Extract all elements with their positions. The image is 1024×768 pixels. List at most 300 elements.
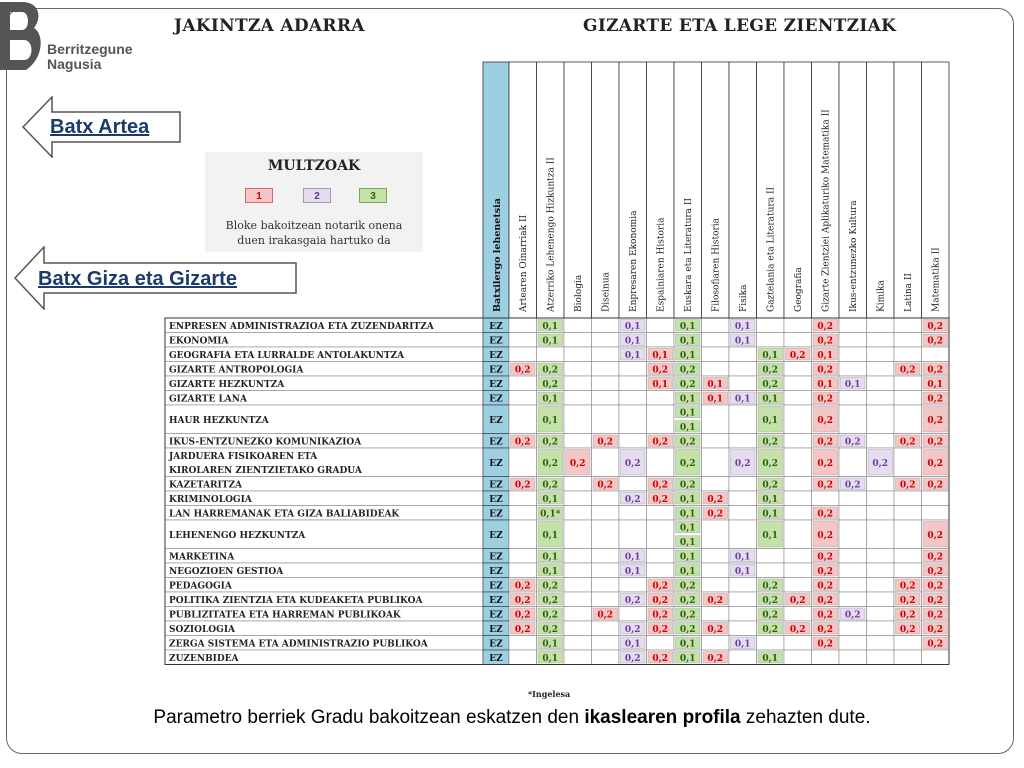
column-header-label: Diseinua	[601, 272, 612, 312]
table-row-name: JARDUERA FISIKOAREN ETA	[169, 452, 318, 462]
table-cell-value: 0,2	[927, 480, 944, 491]
table-cell	[564, 376, 592, 391]
table-cell-value: 0,2	[624, 458, 641, 469]
table-cell-value: 0,2	[597, 610, 614, 621]
table-cell	[592, 318, 620, 333]
table-cell-value: 0,2	[514, 595, 531, 606]
table-cell-value: 0,2	[762, 581, 779, 592]
table-cell-value: 0,1	[624, 552, 641, 563]
table-cell	[647, 333, 675, 348]
legend-group-3: 3	[359, 188, 387, 203]
table-cell	[894, 491, 922, 506]
column-header-label: Espainiaren Historia	[656, 217, 667, 312]
table-cell-value: 0,1	[679, 494, 696, 505]
table-cell	[867, 318, 895, 333]
column-header-label: Enpresaren Ekonomia	[628, 210, 639, 312]
table-cell-value: 0,1	[762, 653, 779, 664]
table-cell-value: 0,1	[762, 494, 779, 505]
table-cell	[784, 578, 812, 593]
table-cell	[592, 650, 620, 665]
table-cell	[592, 362, 620, 377]
table-cell-value: 0,2	[927, 552, 944, 563]
table-cell	[564, 333, 592, 348]
table-cell-value: 0,2	[514, 437, 531, 448]
table-cell-value: 0,2	[514, 365, 531, 376]
table-cell	[509, 636, 537, 651]
table-cell	[757, 563, 785, 578]
table-cell	[867, 636, 895, 651]
table-cell-value: 0,2	[762, 480, 779, 491]
table-cell	[839, 592, 867, 607]
table-cell	[564, 318, 592, 333]
table-cell	[702, 347, 730, 362]
table-cell-value: 0,2	[927, 394, 944, 405]
table-cell	[564, 434, 592, 449]
table-cell	[812, 650, 840, 665]
table-cell	[619, 477, 647, 492]
table-cell-value: 0,1	[679, 350, 696, 361]
table-cell	[564, 578, 592, 593]
table-cell-value: 0,2	[927, 530, 944, 541]
table-cell-value: 0,2	[927, 610, 944, 621]
table-cell-value: 0,1	[542, 530, 559, 541]
table-cell	[592, 333, 620, 348]
column-header-label: Filosofiaren Historia	[711, 217, 722, 312]
table-cell-value: 0,2	[514, 624, 531, 635]
table-cell-value: 0,2	[817, 394, 834, 405]
table-cell-value: 0,2	[624, 595, 641, 606]
table-cell-value: 0,2	[927, 321, 944, 332]
table-cell-value: 0,2	[817, 581, 834, 592]
table-cell	[619, 362, 647, 377]
table-cell	[784, 333, 812, 348]
table-cell	[729, 376, 757, 391]
table-cell	[509, 448, 537, 477]
column-header-label: Gaztelania eta Literatura II	[766, 186, 777, 312]
table-cell	[867, 607, 895, 622]
table-row-name: POLITIKA ZIENTZIA ETA KUDEAKETA PUBLIKOA	[169, 595, 423, 606]
table-cell-value: 0,1	[679, 639, 696, 650]
table-cell-value: 0,2	[789, 350, 806, 361]
table-cell-value: 0,2	[652, 581, 669, 592]
table-row-name: NEGOZIOEN GESTIOA	[169, 566, 284, 577]
table-cell-value: 0,1	[734, 566, 751, 577]
table-cell-value: 0,1	[679, 394, 696, 405]
table-cell	[839, 650, 867, 665]
table-row-ez: EZ	[489, 624, 503, 635]
table-cell	[564, 592, 592, 607]
table-row-ez: EZ	[489, 494, 503, 505]
table-cell	[592, 448, 620, 477]
table-cell	[592, 520, 620, 549]
table-cell-value: 0,1	[652, 350, 669, 361]
table-cell-value: 0,2	[624, 624, 641, 635]
table-cell	[839, 636, 867, 651]
table-row-ez: EZ	[489, 458, 503, 469]
table-cell	[564, 391, 592, 406]
table-cell-value: 0,2	[652, 610, 669, 621]
table-cell-value: 0,2	[679, 458, 696, 469]
table-cell	[784, 636, 812, 651]
column-header-label: Gizarte Zientziei Aplikaturiko Matematika II	[821, 109, 832, 312]
table-cell	[839, 506, 867, 521]
table-cell-value: 0,2	[679, 595, 696, 606]
table-cell	[867, 376, 895, 391]
column-header-label: Euskara eta Literatura II	[683, 197, 694, 312]
table-cell-value: 0,1*	[540, 509, 561, 520]
table-cell	[619, 578, 647, 593]
table-cell	[702, 607, 730, 622]
table-cell	[784, 563, 812, 578]
table-cell	[537, 347, 565, 362]
table-row-name: KAZETARITZA	[169, 480, 242, 491]
table-cell	[729, 592, 757, 607]
table-row-ez: EZ	[489, 350, 503, 361]
table-cell	[647, 520, 675, 549]
table-cell-value: 0,1	[734, 336, 751, 347]
table-cell	[619, 376, 647, 391]
table-row-name: ZUZENBIDEA	[169, 653, 239, 664]
table-footnote: *Ingelesa	[528, 689, 571, 699]
table-cell-value: 0,2	[734, 458, 751, 469]
table-cell-value: 0,1	[762, 530, 779, 541]
table-cell-value: 0,1	[817, 350, 834, 361]
table-cell	[784, 477, 812, 492]
table-cell-value: 0,2	[927, 336, 944, 347]
table-cell-value: 0,2	[817, 321, 834, 332]
table-row-name: PEDAGOGIA	[169, 581, 232, 592]
table-cell-value: 0,2	[707, 494, 724, 505]
legend-desc-line1: Bloke bakoitzean notarik onena	[225, 219, 403, 232]
table-cell-value: 0,2	[762, 610, 779, 621]
table-cell-value: 0,1	[762, 509, 779, 520]
table-cell-value: 0,1	[734, 552, 751, 563]
table-cell-value: 0,2	[542, 581, 559, 592]
table-cell-value: 0,2	[927, 581, 944, 592]
table-row-name: EKONOMIA	[169, 336, 229, 347]
table-cell	[784, 376, 812, 391]
table-cell-value: 0,2	[817, 336, 834, 347]
table-cell-value: 0,2	[679, 610, 696, 621]
table-cell	[867, 549, 895, 564]
table-cell-value: 0,2	[844, 437, 861, 448]
table-cell-value: 0,2	[762, 379, 779, 390]
table-cell	[564, 506, 592, 521]
table-cell	[564, 477, 592, 492]
table-cell	[509, 391, 537, 406]
table-cell-value: 0,1	[624, 566, 641, 577]
table-cell	[647, 391, 675, 406]
table-cell-value: 0,1	[762, 350, 779, 361]
table-row-ez: EZ	[489, 480, 503, 491]
table-cell	[729, 434, 757, 449]
table-cell-value: 0,2	[817, 552, 834, 563]
table-cell	[867, 592, 895, 607]
table-cell	[509, 318, 537, 333]
table-cell-value: 0,2	[679, 379, 696, 390]
caption-text-end: zehazten dute.	[740, 707, 871, 728]
table-cell-value: 0,2	[872, 458, 889, 469]
table-cell-value: 0,1	[542, 494, 559, 505]
table-cell	[702, 318, 730, 333]
table-cell-value: 0,2	[514, 480, 531, 491]
logo-line2: Nagusia	[47, 56, 102, 72]
table-cell	[729, 491, 757, 506]
table-cell	[894, 448, 922, 477]
table-cell	[839, 563, 867, 578]
table-cell	[647, 636, 675, 651]
table-cell	[894, 563, 922, 578]
table-cell-value: 0,1	[542, 415, 559, 426]
table-cell-value: 0,1	[624, 639, 641, 650]
table-cell	[867, 506, 895, 521]
column-header-label: Atzerriko Lehenengo Hizkuntza II	[546, 157, 557, 312]
column-header-label: Geografia	[793, 267, 804, 312]
table-cell-value: 0,2	[652, 365, 669, 376]
table-cell	[894, 405, 922, 434]
table-cell-value: 0,1	[844, 379, 861, 390]
table-cell-value: 0,2	[542, 437, 559, 448]
heading-jakintza-adarra: JAKINTZA ADARRA	[174, 16, 365, 36]
table-cell-value: 0,2	[542, 458, 559, 469]
table-cell	[564, 491, 592, 506]
table-cell	[592, 592, 620, 607]
table-cell-value: 0,2	[817, 437, 834, 448]
table-cell	[784, 650, 812, 665]
table-cell	[839, 405, 867, 434]
table-cell-value: 0,2	[927, 458, 944, 469]
table-cell	[784, 434, 812, 449]
table-cell	[757, 636, 785, 651]
table-row-name: SOZIOLOGIA	[169, 624, 236, 635]
table-cell	[922, 347, 950, 362]
table-cell	[867, 391, 895, 406]
table-cell-value: 0,2	[789, 595, 806, 606]
table-cell	[729, 506, 757, 521]
table-cell	[647, 318, 675, 333]
table-cell-value: 0,2	[514, 581, 531, 592]
table-cell-value: 0,2	[597, 437, 614, 448]
table-cell-value: 0,2	[679, 365, 696, 376]
table-cell-value: 0,1	[707, 379, 724, 390]
heading-gizarte-lege-zientziak: GIZARTE ETA LEGE ZIENTZIAK	[583, 16, 897, 36]
table-cell-value: 0,1	[762, 415, 779, 426]
table-cell-value: 0,2	[817, 415, 834, 426]
table-cell	[839, 491, 867, 506]
table-cell-value: 0,1	[679, 422, 696, 433]
table-row-name: GIZARTE ANTROPOLOGIA	[169, 365, 304, 376]
table-cell-value: 0,1	[679, 523, 696, 534]
header-batxilergo-label: Batxilergo lehenetsia	[492, 198, 503, 312]
table-cell	[757, 318, 785, 333]
table-cell-value: 0,2	[899, 610, 916, 621]
table-cell-value: 0,2	[927, 365, 944, 376]
table-cell	[702, 563, 730, 578]
table-row-name: HAUR HEZKUNTZA	[169, 415, 269, 426]
table-cell	[619, 607, 647, 622]
table-row-name: KRIMINOLOGIA	[169, 494, 252, 505]
table-cell	[509, 347, 537, 362]
table-cell	[647, 448, 675, 477]
table-cell-value: 0,1	[679, 509, 696, 520]
table-row-name: ZERGA SISTEMA ETA ADMINISTRAZIO PUBLIKOA	[169, 639, 428, 650]
table-cell-value: 0,2	[652, 595, 669, 606]
table-row-ez: EZ	[489, 653, 503, 664]
table-cell	[564, 405, 592, 434]
table-cell-value: 0,2	[899, 624, 916, 635]
table-cell	[647, 563, 675, 578]
table-cell	[729, 650, 757, 665]
table-cell-value: 0,2	[762, 458, 779, 469]
table-cell-value: 0,2	[817, 480, 834, 491]
caption-text-start: Parametro berriek Gradu bakoitzean eskatzen den	[153, 707, 585, 728]
table-cell-value: 0,2	[707, 509, 724, 520]
table-cell	[784, 491, 812, 506]
table-cell-value: 0,2	[707, 653, 724, 664]
table-cell	[867, 520, 895, 549]
table-cell-value: 0,1	[707, 394, 724, 405]
table-cell	[894, 549, 922, 564]
table-cell	[592, 405, 620, 434]
column-header-label: Fisika	[738, 284, 749, 312]
table-cell	[867, 333, 895, 348]
table-cell-value: 0,2	[542, 480, 559, 491]
table-cell-value: 0,1	[762, 394, 779, 405]
table-cell	[647, 506, 675, 521]
table-cell	[729, 520, 757, 549]
table-cell-value: 0,2	[762, 437, 779, 448]
table-cell	[757, 333, 785, 348]
table-cell	[729, 477, 757, 492]
back-button-label: Batx Giza eta Gizarte	[38, 268, 237, 290]
table-cell	[702, 549, 730, 564]
table-cell-value: 0,2	[707, 624, 724, 635]
table-cell-value: 0,1	[679, 408, 696, 419]
table-row-name: ENPRESEN ADMINISTRAZIOA ETA ZUZENDARITZA	[169, 321, 434, 332]
table-cell	[867, 621, 895, 636]
table-cell	[702, 520, 730, 549]
table-cell	[894, 506, 922, 521]
table-cell-value: 0,1	[542, 552, 559, 563]
table-row-ez: EZ	[489, 552, 503, 563]
table-cell-value: 0,2	[652, 437, 669, 448]
table-cell	[592, 636, 620, 651]
table-cell	[702, 362, 730, 377]
table-cell-value: 0,1	[679, 537, 696, 548]
table-cell	[702, 578, 730, 593]
table-cell-value: 0,2	[899, 437, 916, 448]
table-cell	[839, 448, 867, 477]
table-cell	[839, 391, 867, 406]
table-cell-value: 0,1	[679, 653, 696, 664]
table-row-ez: EZ	[489, 394, 503, 405]
table-cell-value: 0,1	[679, 552, 696, 563]
column-header-label: Latina II	[903, 273, 914, 312]
table-cell-value: 0,2	[899, 595, 916, 606]
table-cell	[784, 506, 812, 521]
column-header-label: Biologia	[573, 274, 584, 312]
table-cell	[757, 549, 785, 564]
table-row-ez: EZ	[489, 610, 503, 621]
table-row-ez: EZ	[489, 595, 503, 606]
table-cell-value: 0,1	[542, 336, 559, 347]
table-cell-value: 0,1	[679, 321, 696, 332]
bottom-caption	[0, 707, 1024, 729]
table-cell-value: 0,2	[624, 494, 641, 505]
table-cell	[564, 621, 592, 636]
table-cell-value: 0,1	[542, 394, 559, 405]
table-cell-value: 0,1	[624, 336, 641, 347]
table-cell-value: 0,1	[542, 321, 559, 332]
table-cell-value: 0,2	[652, 624, 669, 635]
table-cell-value: 0,2	[652, 480, 669, 491]
table-cell-value: 0,2	[817, 566, 834, 577]
table-cell-value: 0,1	[734, 639, 751, 650]
table-cell-value: 0,2	[679, 480, 696, 491]
table-cell-value: 0,2	[927, 566, 944, 577]
table-cell-value: 0,2	[542, 624, 559, 635]
table-cell	[702, 434, 730, 449]
logo-line1: Berritzegune	[47, 41, 133, 57]
table-cell-value: 0,2	[927, 415, 944, 426]
table-cell	[922, 491, 950, 506]
table-cell	[509, 520, 537, 549]
table-cell-value: 0,2	[927, 639, 944, 650]
table-cell	[592, 347, 620, 362]
table-cell	[509, 405, 537, 434]
table-cell-value: 0,1	[734, 321, 751, 332]
table-cell-value: 0,2	[542, 610, 559, 621]
table-row-ez: EZ	[489, 581, 503, 592]
table-cell-value: 0,2	[899, 365, 916, 376]
table-row-name: GEOGRAFIA ETA LURRALDE ANTOLAKUNTZA	[169, 350, 405, 361]
table-row-ez: EZ	[489, 321, 503, 332]
table-cell-value: 0,1	[542, 639, 559, 650]
table-row-name: LEHENENGO HEZKUNTZA	[169, 530, 306, 541]
table-cell-value: 0,2	[899, 480, 916, 491]
table-cell	[784, 391, 812, 406]
table-cell	[894, 318, 922, 333]
table-cell-value: 0,2	[762, 624, 779, 635]
table-cell	[509, 549, 537, 564]
table-cell	[647, 549, 675, 564]
table-row-name: GIZARTE LANA	[169, 394, 247, 405]
table-cell-value: 0,2	[679, 624, 696, 635]
table-cell	[564, 520, 592, 549]
table-cell-value: 0,1	[927, 379, 944, 390]
table-cell	[784, 520, 812, 549]
table-cell	[839, 621, 867, 636]
table-cell	[839, 318, 867, 333]
table-cell	[729, 405, 757, 434]
table-cell	[867, 491, 895, 506]
table-cell	[592, 549, 620, 564]
table-cell	[867, 347, 895, 362]
table-cell	[784, 318, 812, 333]
table-cell-value: 0,2	[762, 595, 779, 606]
table-cell	[729, 621, 757, 636]
table-cell-value: 0,2	[927, 437, 944, 448]
table-row-ez: EZ	[489, 415, 503, 426]
table-cell-value: 0,2	[817, 639, 834, 650]
table-cell-value: 0,1	[817, 379, 834, 390]
table-row-ez: EZ	[489, 336, 503, 347]
table-cell-value: 0,2	[679, 581, 696, 592]
table-cell-value: 0,2	[542, 379, 559, 390]
table-cell	[564, 563, 592, 578]
table-cell	[702, 333, 730, 348]
table-cell	[592, 491, 620, 506]
